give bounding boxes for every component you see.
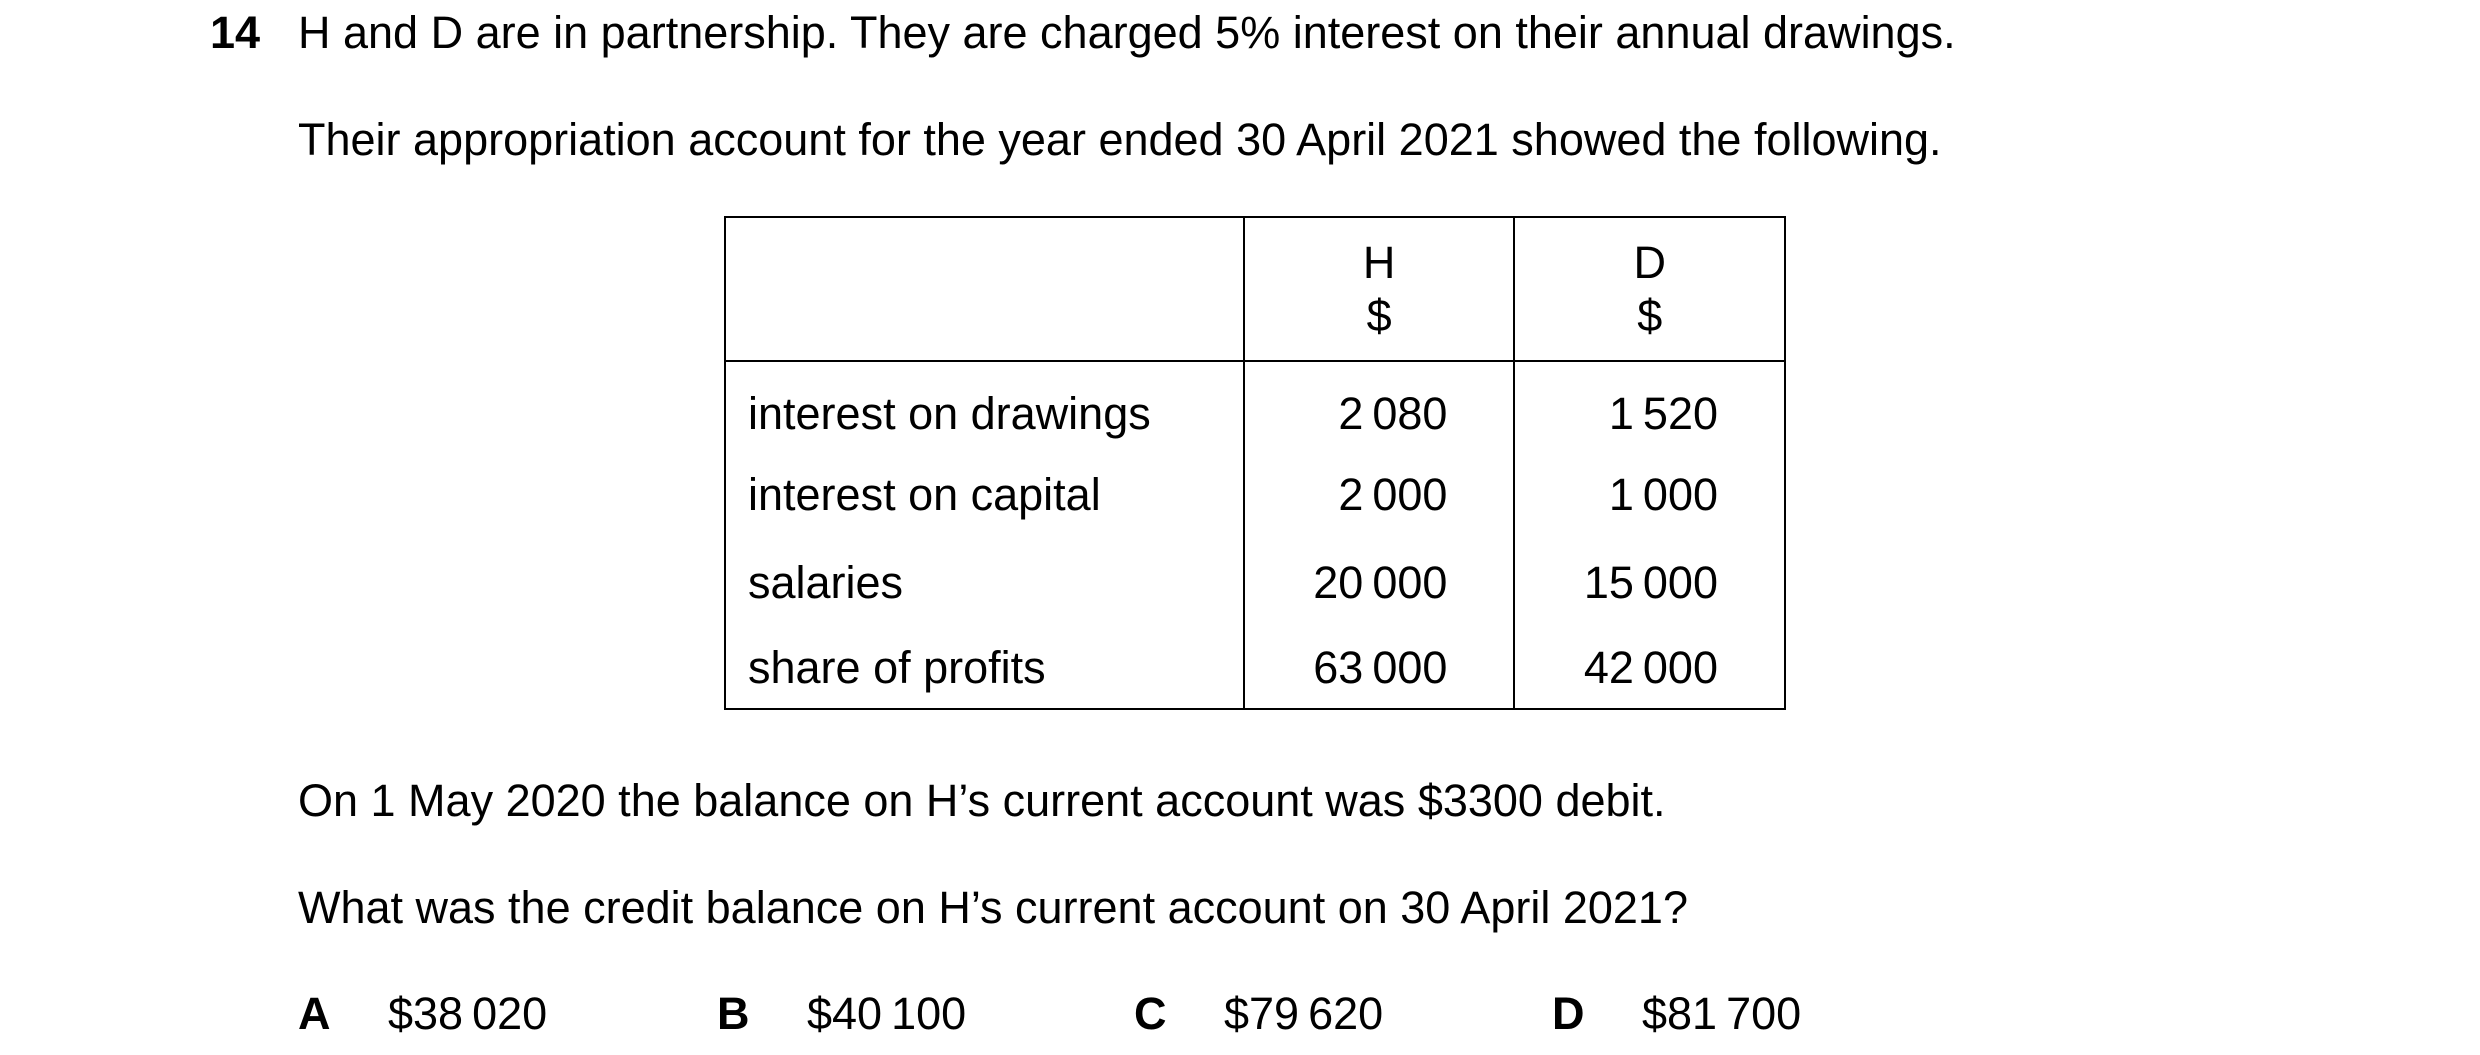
column-unit: $ <box>1366 290 1392 341</box>
table-row <box>725 450 1785 538</box>
option-letter: C <box>1134 988 1167 1039</box>
row-label: interest on drawings <box>725 361 1244 450</box>
option-letter: D <box>1552 988 1585 1039</box>
row-label: interest on capital <box>725 450 1244 538</box>
option-c[interactable] <box>1134 988 1384 1039</box>
appropriation-account-table <box>724 216 1786 710</box>
question-intro-table-reference: Their appropriation account for the year ended 30 April 2021 showed the following. <box>298 114 1942 165</box>
option-value: $79 620 <box>1224 988 1384 1039</box>
d-value: 1 520 <box>1514 361 1785 450</box>
row-label: salaries <box>725 538 1244 626</box>
option-value: $81 700 <box>1642 988 1802 1039</box>
table-header-row <box>725 217 1785 361</box>
question-intro: H and D are in partnership. They are charged 5% interest on their annual drawings. <box>298 7 1956 58</box>
question-number: 14 <box>210 7 261 58</box>
h-value: 2 000 <box>1244 450 1515 538</box>
header-label-cell <box>725 217 1244 361</box>
column-name: H <box>1362 237 1396 288</box>
d-value: 42 000 <box>1514 626 1785 709</box>
option-a[interactable] <box>298 988 548 1039</box>
column-name: D <box>1633 237 1666 288</box>
table-row <box>725 538 1785 626</box>
h-value: 20 000 <box>1244 538 1515 626</box>
column-unit: $ <box>1637 290 1663 341</box>
table-row <box>725 361 1785 450</box>
option-value: $40 100 <box>807 988 967 1039</box>
option-b[interactable] <box>717 988 967 1039</box>
row-label: share of profits <box>725 626 1244 709</box>
d-value: 1 000 <box>1514 450 1785 538</box>
header-partner-d <box>1514 217 1785 361</box>
answer-options <box>0 988 2480 1041</box>
option-letter: B <box>717 988 750 1039</box>
option-value: $38 020 <box>388 988 548 1039</box>
option-letter: A <box>298 988 331 1039</box>
d-value: 15 000 <box>1514 538 1785 626</box>
question-prompt: What was the credit balance on H’s current account on 30 April 2021? <box>298 882 1688 933</box>
h-value: 63 000 <box>1244 626 1515 709</box>
header-partner-h <box>1244 217 1515 361</box>
opening-balance-statement: On 1 May 2020 the balance on H’s current account was $3300 debit. <box>298 775 1666 826</box>
h-value: 2 080 <box>1244 361 1515 450</box>
table-row <box>725 626 1785 709</box>
option-d[interactable] <box>1552 988 1802 1039</box>
